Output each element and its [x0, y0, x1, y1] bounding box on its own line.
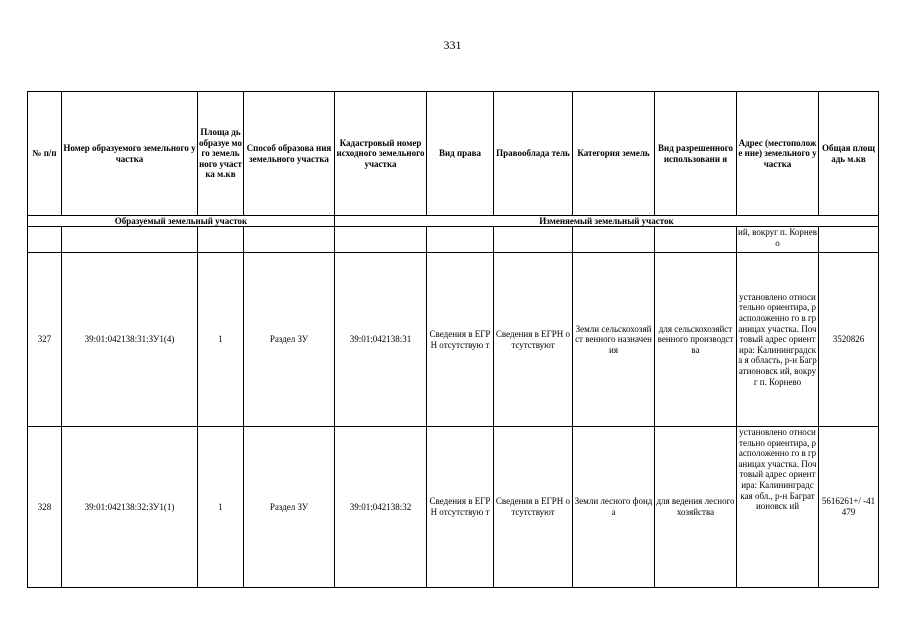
- land-plots-table: [27, 91, 879, 588]
- cell-total-area: 3520826: [819, 253, 879, 427]
- header-cell-category: Категория земель: [573, 92, 655, 216]
- cell-permitted-use: для ведения лесного хозяйства: [655, 427, 737, 588]
- cell-owner: Сведения в ЕГРН отсутствуют: [494, 253, 573, 427]
- cell-plot-number: 39:01:042138:32:ЗУ1(1): [62, 427, 198, 588]
- cell-category: Земли лесного фонда: [573, 427, 655, 588]
- cell-category: Земли сельскохозяйст венного назначения: [573, 253, 655, 427]
- cell-owner: Сведения в ЕГРН отсутствуют: [494, 427, 573, 588]
- header-cell-owner: Правооблада тель: [494, 92, 573, 216]
- cell-method: Раздел ЗУ: [244, 253, 335, 427]
- table-row: [28, 427, 879, 588]
- cell-cadastral: 39:01:042138:32: [335, 427, 427, 588]
- header-cell-permitted-use: Вид разрешенного использовани я: [655, 92, 737, 216]
- header-cell-area: Площа дь образуе мого земель ного участка м.кв: [198, 92, 244, 216]
- cell-address: установлено относительно ориентира, расположенно го в границах участка. Почтовый адрес ориентира: Калининградс кая обл., р-н Багратионовск ий: [737, 427, 819, 588]
- cell-total-area: 5616261+/ -41479: [819, 427, 879, 588]
- cell-permitted-use: для сельскохозяйст венного производства: [655, 253, 737, 427]
- header-cell-cadastral: Кадастровый номер исходного земельного участка: [335, 92, 427, 216]
- cell-right-type: Сведения в ЕГРН отсутствую т: [427, 427, 494, 588]
- cell-address: установлено относительно ориентира, расположенно го в границах участка. Почтовый адрес ориентира: Калининградска я область, р-н Багратионовск ий, вокруг п. Корнево: [737, 253, 819, 427]
- header-cell-address: Адрес (местоположе ние) земельного участка: [737, 92, 819, 216]
- cell-num: 327: [28, 253, 62, 427]
- header-cell-right-type: Вид права: [427, 92, 494, 216]
- header-cell-plot-number: Номер образуемого земельного участка: [62, 92, 198, 216]
- cell-plot-number: 39:01:042138:31:ЗУ1(4): [62, 253, 198, 427]
- section-changed: Изменяемый земельный участок: [335, 216, 879, 227]
- continuation-address: ий, вокруг п. Корнево: [737, 227, 819, 253]
- section-row: [28, 216, 879, 227]
- cell-method: Раздел ЗУ: [244, 427, 335, 588]
- cell-area: 1: [198, 253, 244, 427]
- page-number: 331: [443, 38, 462, 52]
- cell-right-type: Сведения в ЕГРН отсутствую т: [427, 253, 494, 427]
- header-cell-total-area: Общая площадь м.кв: [819, 92, 879, 216]
- continuation-row: [28, 227, 879, 253]
- header-cell-method: Способ образова ния земельного участка: [244, 92, 335, 216]
- cell-area: 1: [198, 427, 244, 588]
- cell-cadastral: 39:01:042138:31: [335, 253, 427, 427]
- cell-num: 328: [28, 427, 62, 588]
- section-formed: Образуемый земельный участок: [28, 216, 335, 227]
- table-row: [28, 253, 879, 427]
- header-row: [28, 92, 879, 216]
- header-cell-num: № п/п: [28, 92, 62, 216]
